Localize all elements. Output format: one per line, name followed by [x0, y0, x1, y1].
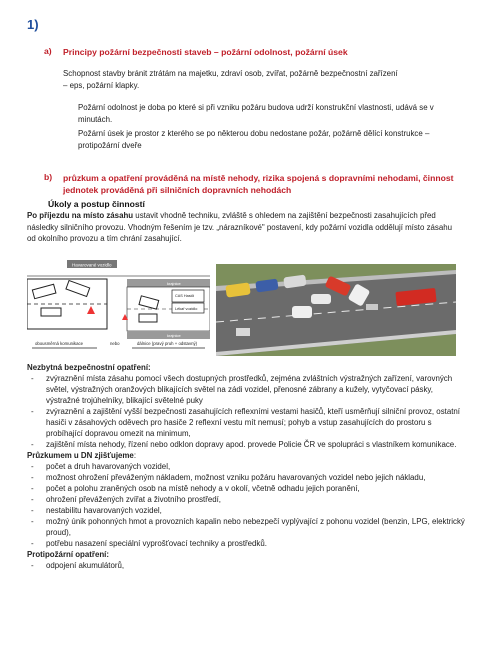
survey-item: - počet a druh havarovaných vozidel,	[27, 461, 467, 472]
diagram-cas-label: CAS Hasiči	[175, 294, 195, 298]
safety-section	[27, 362, 467, 571]
fire-heading: Protipožární opatření:	[27, 550, 109, 559]
fire-item: - odpojení akumulátorů,	[27, 560, 467, 571]
diagram-krajnice-top: krajnice	[167, 281, 181, 286]
diagram-top-label: Havarované vozidlo	[72, 262, 112, 268]
section-number: 1)	[27, 17, 39, 32]
arrival-bold: Po příjezdu na místo zásahu	[27, 211, 134, 220]
subsection-b-title: průzkum a opatření prováděná na místě nehody, rizika spojená s dopravními nehodami, činnost jednotek prováděná při silničních dopravních nehodách	[63, 173, 454, 195]
safety-item: - zvýraznění a zajištění vyšší bezpečnosti zasahujících reflexními vestami hasičů, kteří usměrňují silniční provoz, ostatní hasiči v zásahových oděvech pro hasiče 2 reflexní vestu mít nemusí; pohyb a vstup zasahujících do prostoru s probíhající dopravou omezit na minimum,	[27, 406, 467, 439]
survey-heading: Průzkumem u DN zjišťujeme:	[27, 451, 137, 460]
diagram-left-road-label: obousměrná komunikace	[35, 341, 84, 346]
survey-item: - ohrožení převážených zvířat a životního prostředí,	[27, 494, 467, 505]
blocking-position-diagram	[27, 258, 210, 356]
survey-item: - možnost ohrožení převáženým nákladem, možnost vzniku požáru havarovaných vozidel nebo jejich nákladu,	[27, 472, 467, 483]
subsection-a-intro: Schopnost stavby bránit ztrátám na majetku, zdraví osob, zvířat, požárně bezpečnostní zařízení – eps, požární klapky.	[63, 69, 398, 90]
arrival-text: ustavit vhodně techniku, zvláště s ohledem na zajištění bezpečnosti zasahujících před následky silničního provozu. Vhodným řešením je tzv. „nárazníkové" postavení, kdy požární vozidla oddělují místo zásahu od okolního provozu a tím chrání zasahující.	[27, 211, 453, 244]
diagram-nebo-label: nebo	[110, 341, 120, 346]
safety-item: - zvýraznění místa zásahu pomocí všech dostupných prostředků, zejména zvláštních výstražných zařízení, varovných světel, výstražných oranžových blikajících světel na zádi vozidel, přenosné zábrany a kužely, vytyčovací pásky, výstražné trojúhelníky, blikající světelné puky	[27, 373, 467, 406]
subsection-a-title: Principy požární bezpečnosti staveb – požární odolnost, požární úsek	[63, 47, 348, 57]
survey-item: - nestabilitu havarovaných vozidel,	[27, 505, 467, 516]
diagram-vuz-label: Lékař vozidlo	[175, 307, 198, 311]
subsection-a-letter: a)	[44, 46, 52, 56]
photo-svg	[216, 264, 456, 356]
tasks-heading: Úkoly a postup činností	[48, 199, 145, 209]
diagram-krajnice-bottom: krajnice	[167, 333, 181, 338]
survey-item: - potřebu nasazení speciální vyprošťovací techniky a prostředků.	[27, 538, 467, 549]
fire-compartment-definition: Požární úsek je prostor z kterého se po některou dobu nedostane požár, požárně dělící konstrukce – protipožární dveře	[78, 129, 430, 150]
arrival-paragraph	[27, 210, 459, 245]
subsection-b-letter: b)	[44, 172, 53, 182]
accident-aerial-photo	[216, 264, 456, 356]
survey-item: - možný únik pohonných hmot a provozních kapalin nebo nebezpečí vyplývající z pohonu vozidel (benzin, LPG, elektrický proud),	[27, 516, 467, 538]
safety-heading: Nezbytná bezpečnostní opatření:	[27, 363, 151, 372]
survey-item: - počet a polohu zraněných osob na místě nehody a v okolí, včetně odhadu jejich poranění,	[27, 483, 467, 494]
diagram-svg	[27, 258, 210, 356]
fire-resistance-definition: Požární odolnost je doba po které si při vzniku požáru budova udrží konstrukční vlastnosti, udává se v minutách.	[78, 103, 434, 124]
diagram-right-road-label: dálnice (pravý pruh + odstavný)	[137, 341, 198, 346]
safety-item: - zajištění místa nehody, řízení nebo odklon dopravy apod. provede Policie ČR ve spolupráci s vlastníkem komunikace.	[27, 439, 467, 450]
